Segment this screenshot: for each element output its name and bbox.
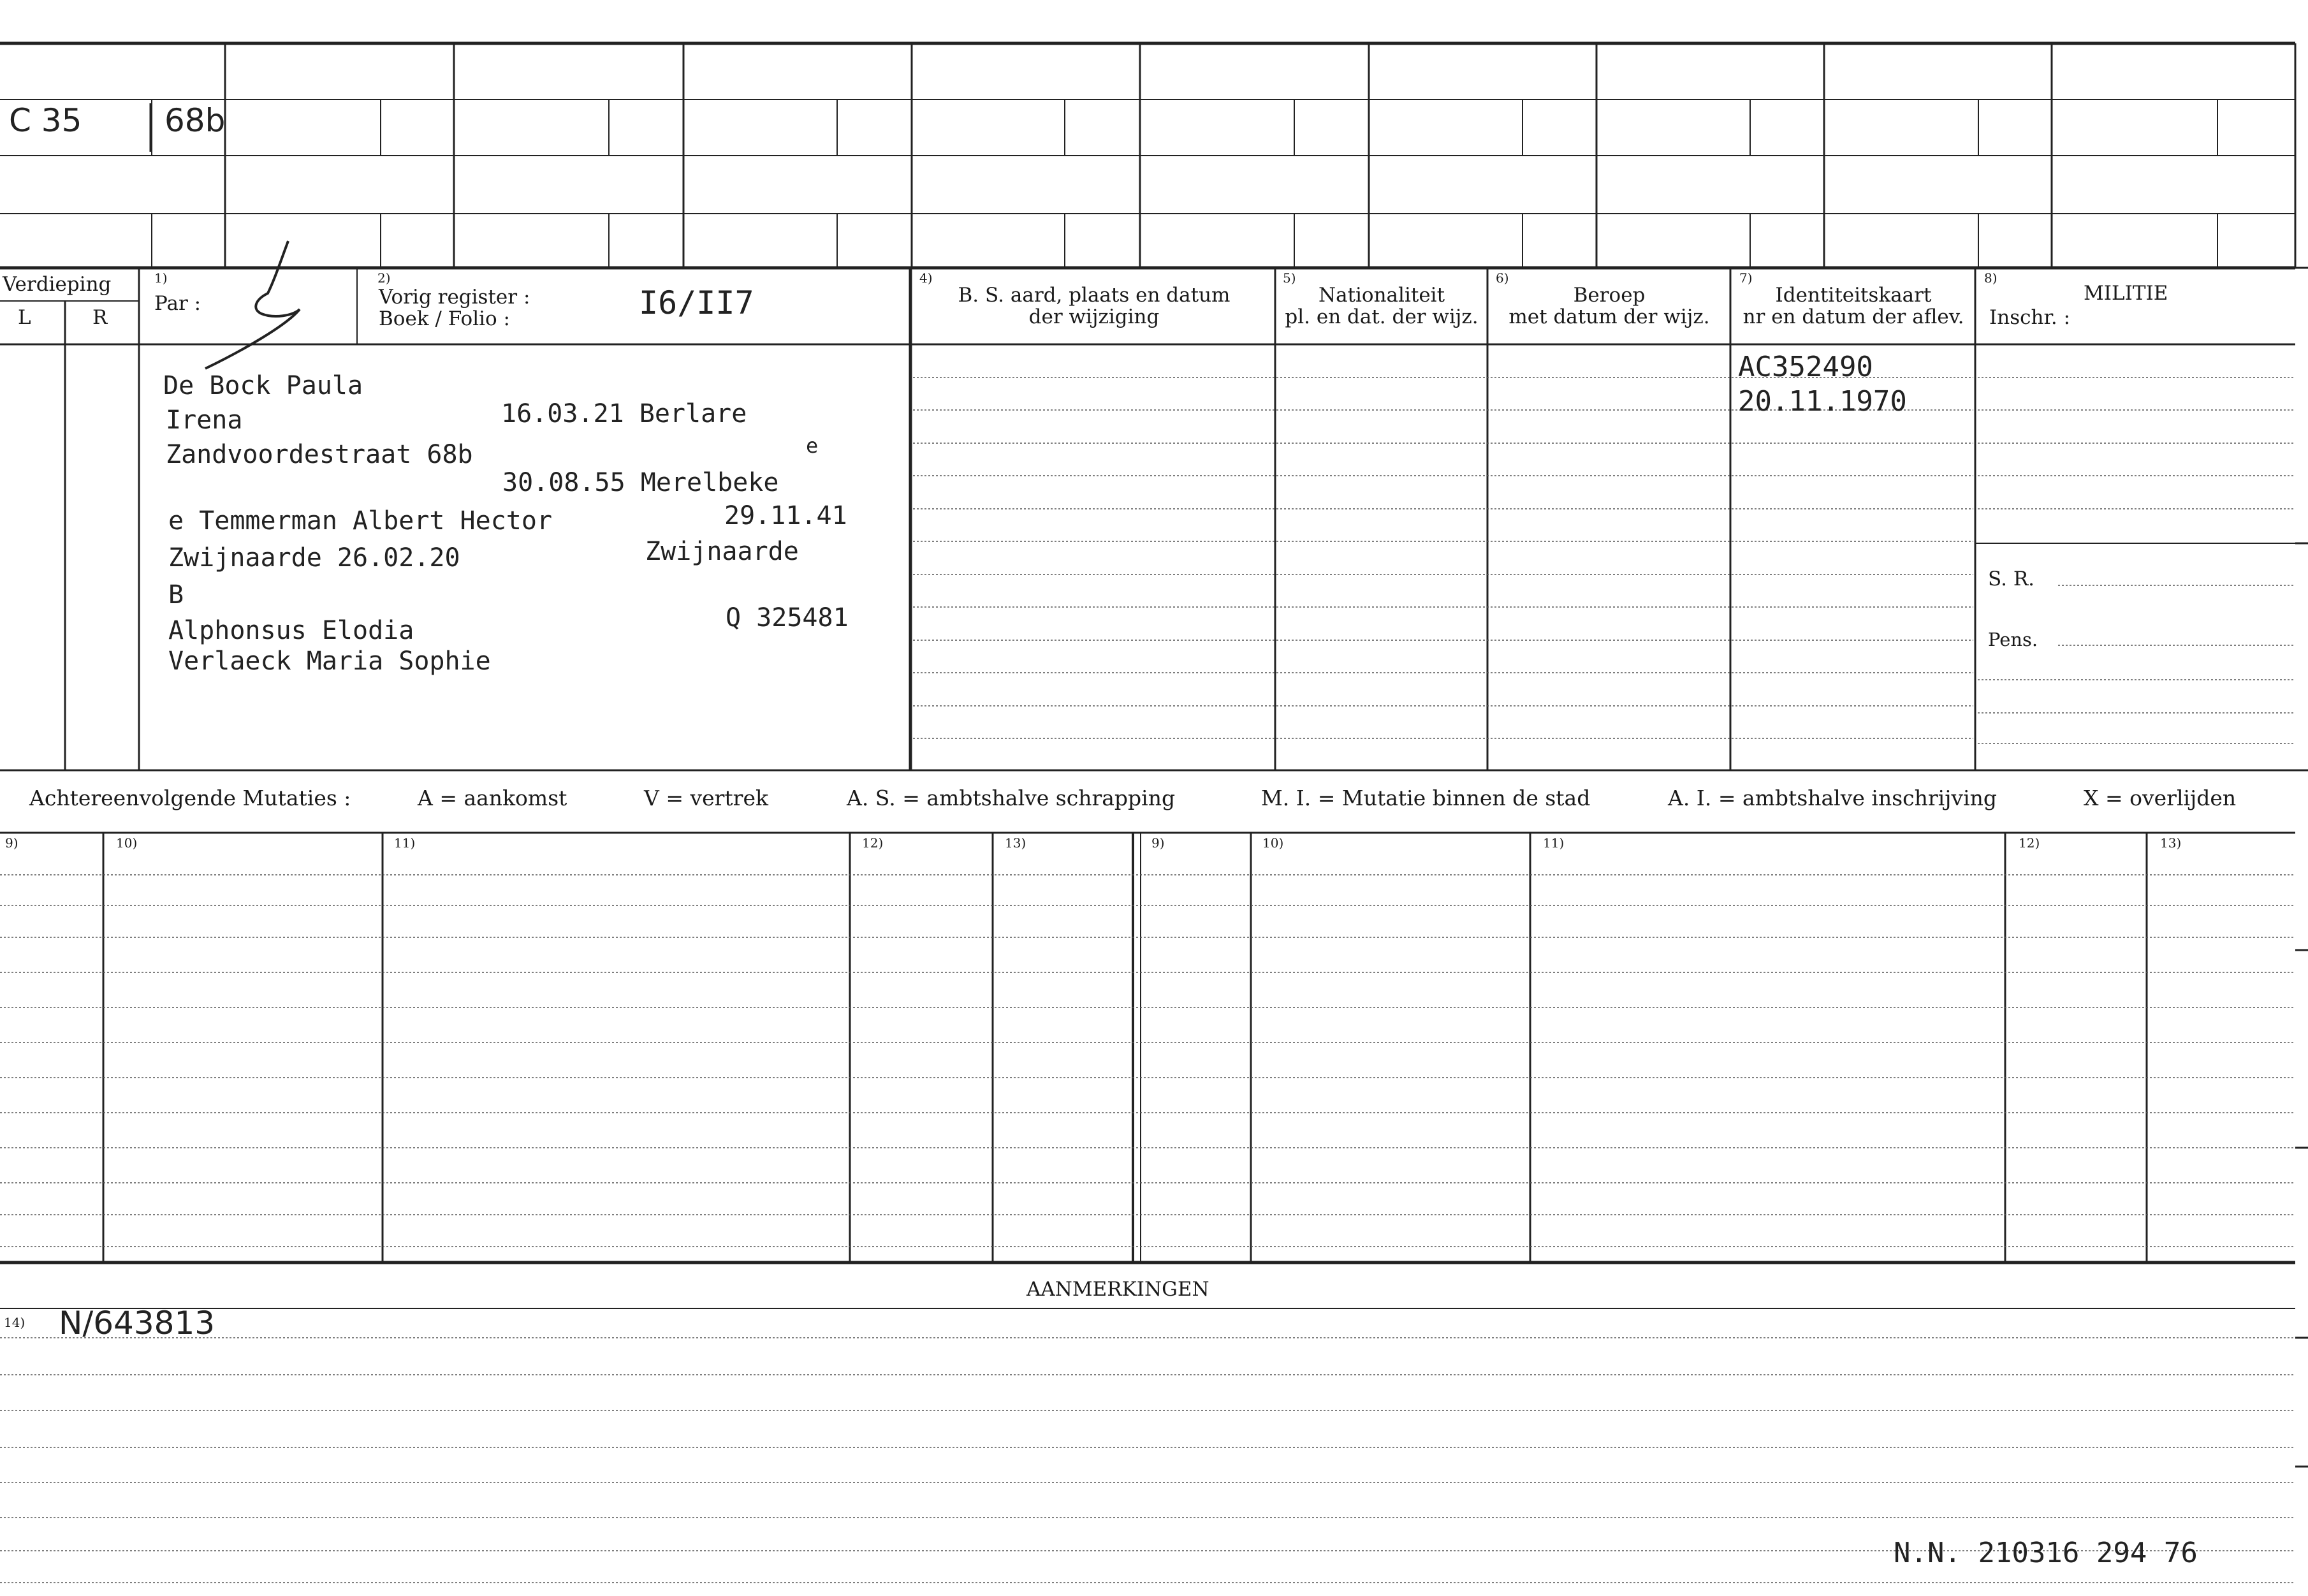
mut-col-11-b: 11) — [1543, 835, 1565, 851]
mutatie-mi: M. I. = Mutatie binnen de stad — [1261, 786, 1591, 810]
national-number: N.N. 210316 294 76 — [1894, 1537, 2198, 1569]
par-handwritten-mark — [205, 241, 300, 369]
record-e-mark: e — [806, 434, 819, 458]
bs-aard-label: B. S. aard, plaats en datum der wijziging — [958, 284, 1231, 328]
record-mother: Verlaeck Maria Sophie — [168, 647, 491, 676]
mutatie-as: A. S. = ambtshalve schrapping — [847, 786, 1176, 810]
mut-col-9-b: 9) — [1151, 835, 1165, 851]
col6-number: 6) — [1496, 270, 1509, 286]
pens-label: Pens. — [1988, 629, 2038, 650]
boek-folio-label: Boek / Folio : — [379, 307, 510, 330]
record-father: Alphonsus Elodia — [168, 616, 414, 645]
id-card-date: 20.11.1970 — [1738, 385, 1907, 418]
record-name: De Bock Paula — [163, 371, 363, 400]
mutatie-x: X = overlijden — [2084, 786, 2237, 810]
mut-col-13-a: 13) — [1005, 835, 1026, 851]
mutatie-ai: A. I. = ambtshalve inschrijving — [1668, 786, 1998, 810]
mut-col-13-b: 13) — [2160, 835, 2182, 851]
sr-label: S. R. — [1988, 567, 2035, 590]
record-spouse-date: 29.11.41 — [724, 501, 847, 531]
aanmerkingen-value: N/643813 — [59, 1305, 215, 1342]
mutatie-v: V = vertrek — [644, 786, 768, 810]
mutaties-title: Achtereenvolgende Mutaties : — [29, 786, 351, 810]
record-spouse-place: Zwijnaarde — [645, 537, 799, 566]
record-street: Zandvoordestraat 68b — [166, 440, 473, 469]
record-spouse: e Temmerman Albert Hector — [168, 506, 553, 536]
record-marriage: 30.08.55 Merelbeke — [502, 468, 779, 497]
record-b: B — [168, 580, 184, 610]
mut-col-10-b: 10) — [1262, 835, 1284, 851]
militie-label: MILITIE — [2084, 282, 2168, 305]
col5-number: 5) — [1283, 270, 1296, 286]
vorig-register-value: I6/II7 — [639, 284, 754, 321]
record-code: Q 325481 — [726, 603, 849, 633]
col7-number: 7) — [1739, 270, 1753, 286]
aanmerkingen-number: 14) — [4, 1315, 26, 1330]
nationaliteit-label: Nationaliteit pl. en dat. der wijz. — [1285, 284, 1479, 328]
id-card-number: AC352490 — [1738, 351, 1873, 383]
verdieping-r-label: R — [92, 306, 108, 329]
mut-col-9-a: 9) — [5, 835, 18, 851]
col1-number: 1) — [154, 270, 168, 286]
col4-number: 4) — [919, 270, 933, 286]
mut-col-12-b: 12) — [2019, 835, 2040, 851]
mut-col-11-a: 11) — [394, 835, 416, 851]
record-spouse-birth: Zwijnaarde 26.02.20 — [168, 543, 460, 573]
grid-code-1: C 35 — [9, 102, 82, 139]
mutatie-a: A = aankomst — [418, 786, 567, 810]
record-birth: 16.03.21 Berlare — [501, 399, 747, 428]
par-label: Par : — [154, 292, 201, 315]
grid-code-2: 68b — [164, 102, 226, 139]
verdieping-l-label: L — [18, 306, 31, 329]
col2-number: 2) — [377, 270, 391, 286]
inschr-label: Inschr. : — [1989, 306, 2071, 329]
col8-number: 8) — [1984, 270, 1998, 286]
aanmerkingen-title: AANMERKINGEN — [1026, 1278, 1209, 1301]
mut-col-10-a: 10) — [116, 835, 138, 851]
vorig-register-label: Vorig register : — [379, 286, 530, 309]
mut-col-12-a: 12) — [862, 835, 884, 851]
record-first-name: Irena — [166, 406, 243, 435]
verdieping-label: Verdieping — [3, 273, 112, 296]
beroep-label: Beroep met datum der wijz. — [1508, 284, 1710, 328]
identiteitskaart-label: Identiteitskaart nr en datum der aflev. — [1742, 284, 1964, 328]
